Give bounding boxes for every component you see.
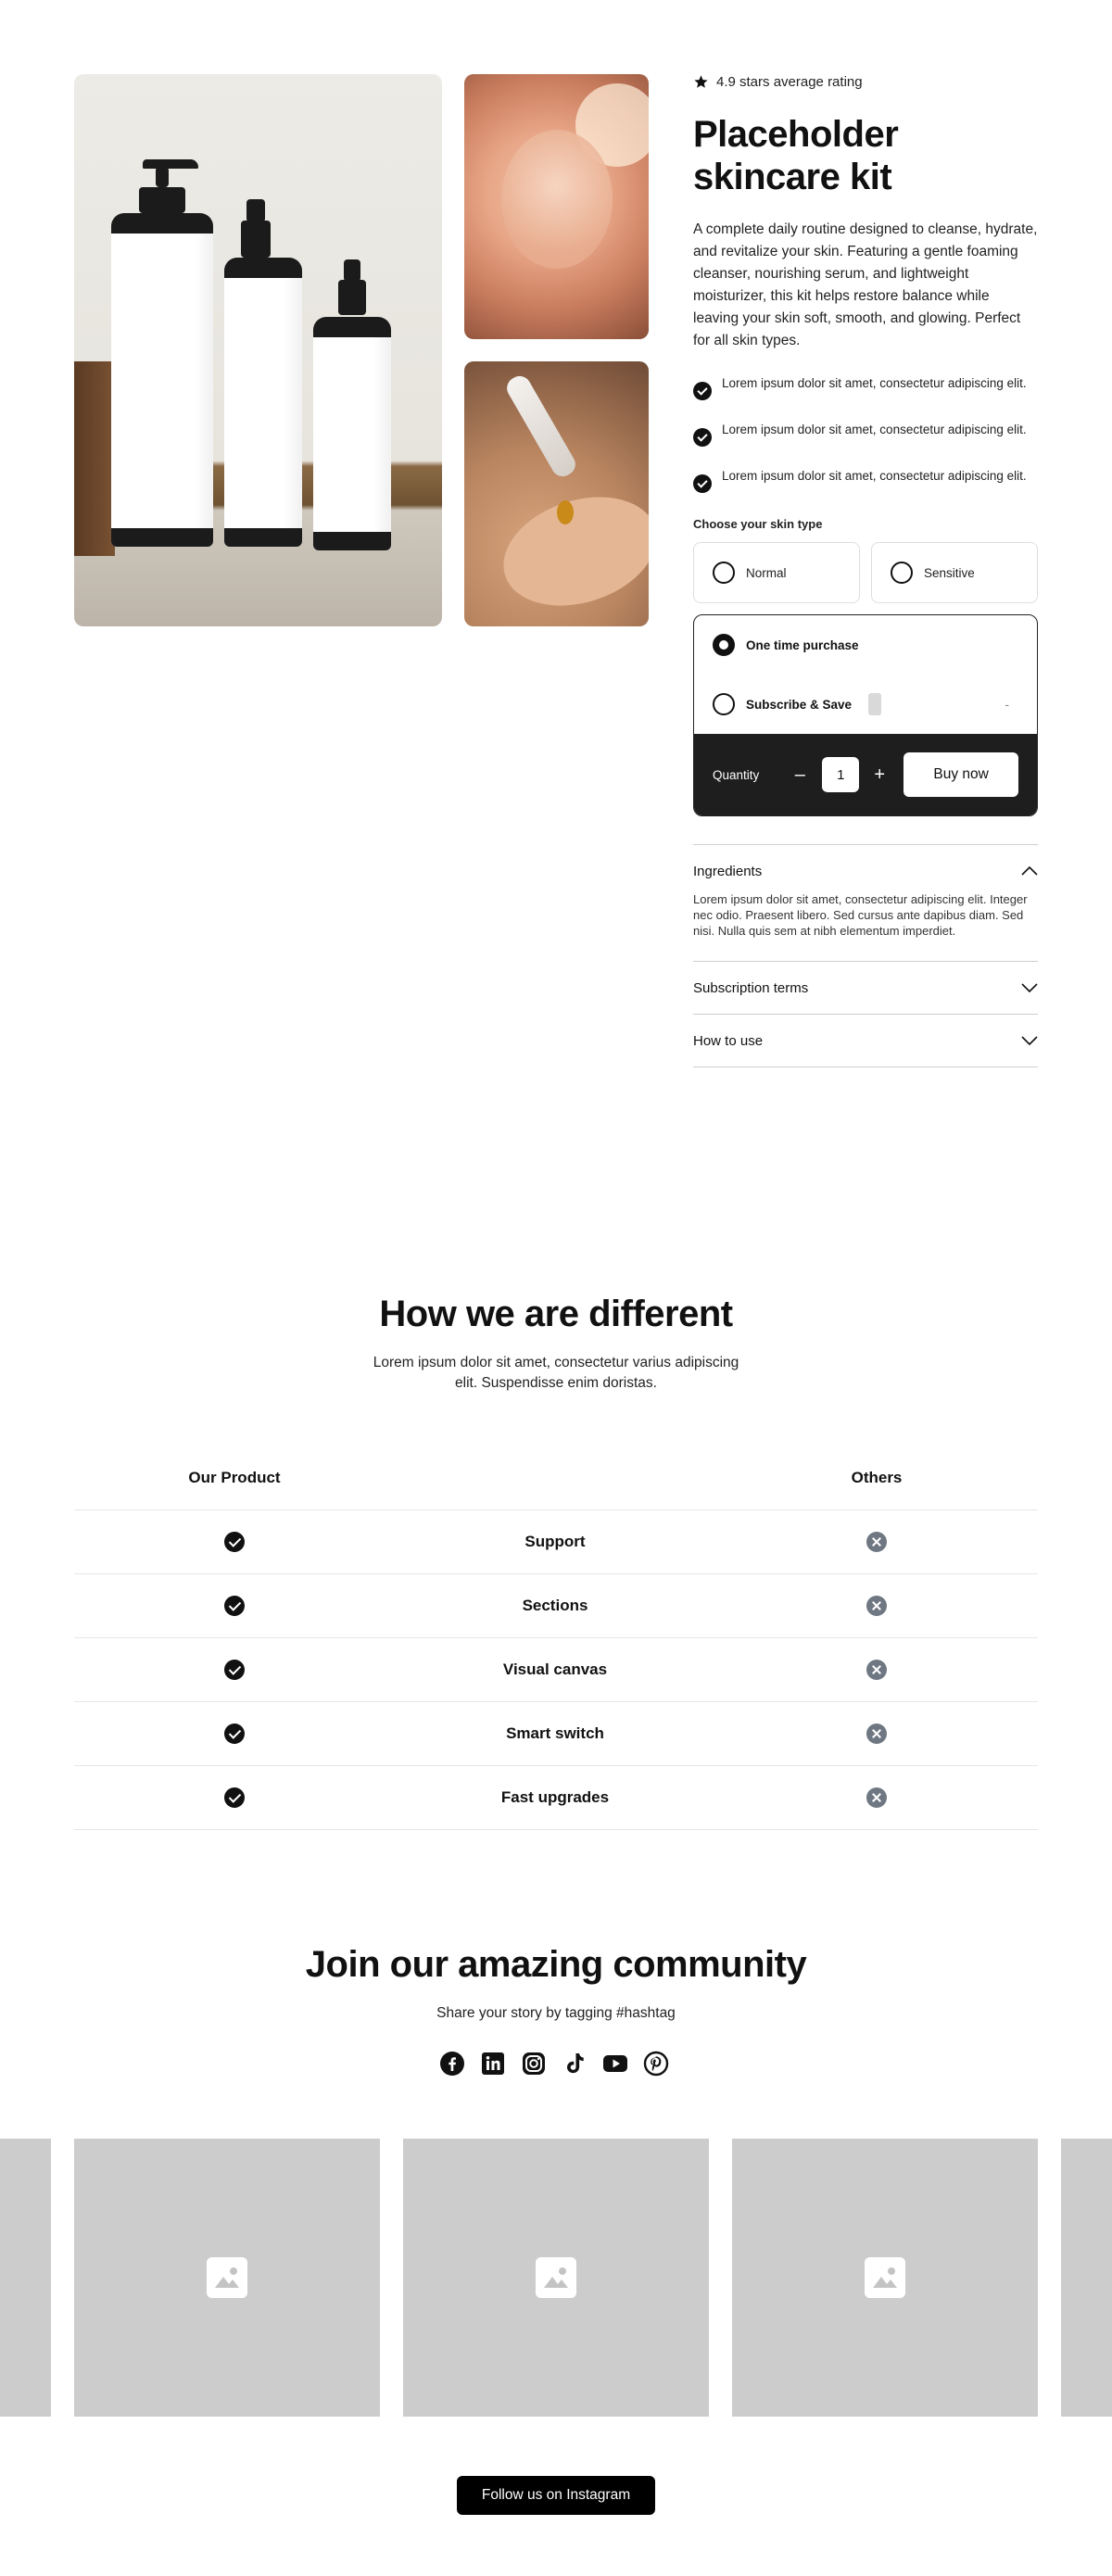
community-gallery-tile[interactable] [403, 2139, 709, 2417]
facebook-icon[interactable] [439, 2051, 465, 2077]
spray-head-small [344, 259, 360, 282]
accordion-item-how-to-use [693, 1015, 1038, 1067]
quantity-increase-button[interactable]: + [874, 764, 886, 785]
feature-text: Lorem ipsum dolor sit amet, consectetur adipiscing elit. [722, 423, 1027, 436]
skin-option-sensitive[interactable] [871, 542, 1038, 603]
check-circle-icon [224, 1596, 245, 1616]
image-placeholder-icon [865, 2257, 905, 2298]
skin-type-label: Choose your skin type [693, 517, 823, 531]
x-circle-icon [866, 1724, 887, 1744]
section-subtitle: Lorem ipsum dolor sit amet, consectetur varius adipiscing elit. Suspendisse enim doristas. [373, 1355, 739, 1391]
check-circle-icon [224, 1660, 245, 1680]
comparison-row [74, 1574, 1038, 1638]
comparison-row [74, 1702, 1038, 1766]
comparison-row [74, 1638, 1038, 1702]
feature-name: Support [524, 1533, 586, 1550]
skin-type-options [693, 542, 1038, 603]
column-others: Others [851, 1468, 903, 1486]
accordion-title: How to use [693, 1032, 764, 1049]
x-circle-icon [866, 1787, 887, 1808]
youtube-icon[interactable] [602, 2051, 628, 2077]
chevron-down-icon [1021, 983, 1038, 992]
accordion-header[interactable] [693, 1015, 1038, 1067]
community-subtitle: Share your story by tagging #hashtag [436, 2005, 676, 2021]
comparison-header [74, 1446, 1038, 1510]
subscribe-value: - [1005, 697, 1009, 712]
feature-text: Lorem ipsum dolor sit amet, consectetur adipiscing elit. [722, 469, 1027, 483]
radio-icon [713, 562, 735, 584]
pump-bottle [111, 213, 213, 547]
section-title: How we are different [379, 1294, 733, 1334]
check-icon [693, 382, 712, 400]
skin-option-label: Normal [746, 565, 787, 580]
chevron-down-icon [1021, 1036, 1038, 1045]
purchase-option-subscribe[interactable] [694, 675, 1037, 734]
spray-collar [241, 221, 271, 258]
check-circle-icon [224, 1724, 245, 1744]
check-circle-icon [224, 1532, 245, 1552]
product-info [693, 72, 1038, 1067]
radio-icon [891, 562, 913, 584]
tiktok-icon[interactable] [562, 2051, 588, 2077]
accordion-title: Subscription terms [693, 979, 809, 996]
product-title: Placeholder skincare kit [693, 114, 899, 197]
feature-name: Visual canvas [502, 1661, 608, 1678]
check-icon [693, 428, 712, 447]
pump-stem [156, 167, 169, 187]
accordion-header[interactable] [693, 962, 1038, 1014]
pump-head [143, 159, 198, 169]
product-description: A complete daily routine designed to cleanse, hydrate, and revitalize your skin. Featuring a gentle foaming cleanser, nourishing serum, and lightweight moisturizer, this kit helps restore balance while leaving your skin soft, smooth, and glowing. Perfect for all skin types. [693, 221, 1038, 348]
buy-now-button[interactable]: Buy now [904, 752, 1018, 797]
follow-instagram-button[interactable]: Follow us on Instagram [457, 2476, 655, 2515]
chevron-up-icon [1021, 866, 1038, 876]
feature-name: Fast upgrades [500, 1788, 610, 1806]
linkedin-icon[interactable] [480, 2051, 506, 2077]
community-gallery-tile[interactable] [732, 2139, 1038, 2417]
feature-item [693, 374, 1038, 400]
x-circle-icon [866, 1596, 887, 1616]
comparison-row [74, 1510, 1038, 1574]
instagram-icon[interactable] [521, 2051, 547, 2077]
image-placeholder-icon [536, 2257, 576, 2298]
feature-item [693, 421, 1038, 447]
quantity-input[interactable]: 1 [822, 757, 859, 792]
purchase-option-one-time[interactable] [694, 615, 1037, 675]
product-accordion [693, 844, 1038, 1067]
subscribe-frequency-swatch[interactable] [868, 693, 881, 715]
pump-collar [139, 187, 185, 213]
spray-head [246, 199, 265, 222]
buy-bar [694, 734, 1037, 815]
check-icon [693, 474, 712, 493]
feature-list [693, 374, 1038, 493]
spray-bottle [224, 258, 302, 547]
accordion-item-ingredients [693, 845, 1038, 962]
accordion-content: Lorem ipsum dolor sit amet, consectetur adipiscing elit. Integer nec odio. Praesent libero. Sed cursus ante dapibus diam. Sed nisi. Nulla quis sem at nibh elementum imperdiet. [693, 892, 1028, 938]
comparison-row [74, 1766, 1038, 1830]
x-circle-icon [866, 1532, 887, 1552]
feature-item [693, 467, 1038, 493]
gallery-tile-edge-right[interactable] [1061, 2139, 1112, 2417]
product-main-image[interactable] [74, 74, 442, 626]
quantity-label: Quantity [713, 767, 760, 782]
star-icon [693, 74, 709, 90]
skin-option-normal[interactable] [693, 542, 860, 603]
spray-collar-small [338, 280, 366, 315]
radio-selected-icon [713, 634, 735, 656]
accordion-header[interactable] [693, 845, 1038, 897]
accordion-item-subscription [693, 962, 1038, 1015]
pinterest-icon[interactable] [643, 2051, 669, 2077]
shelf-shadow [74, 361, 115, 556]
x-circle-icon [866, 1660, 887, 1680]
feature-text: Lorem ipsum dolor sit amet, consectetur adipiscing elit. [722, 376, 1027, 390]
radio-icon [713, 693, 735, 715]
spray-bottle-small [313, 317, 391, 550]
image-placeholder-icon [207, 2257, 247, 2298]
feature-name: Sections [522, 1597, 588, 1614]
social-links [439, 2051, 669, 2077]
check-circle-icon [224, 1787, 245, 1808]
rating-text: 4.9 stars average rating [716, 73, 863, 90]
comparison-table [74, 1446, 1038, 1830]
model-face-image[interactable] [464, 74, 649, 339]
feature-name: Smart switch [506, 1724, 604, 1742]
quantity-decrease-button[interactable]: – [794, 764, 805, 785]
serum-dropper-image[interactable] [464, 361, 649, 626]
community-title: Join our amazing community [305, 1944, 807, 1985]
purchase-option-label: One time purchase [746, 638, 859, 652]
column-our-product: Our Product [188, 1468, 281, 1486]
purchase-panel [693, 614, 1038, 816]
rating [693, 72, 1038, 91]
accordion-title: Ingredients [693, 863, 763, 879]
skin-option-label: Sensitive [924, 565, 975, 580]
community-gallery-tile[interactable] [74, 2139, 380, 2417]
gallery-tile-edge-left[interactable] [0, 2139, 51, 2417]
purchase-option-label: Subscribe & Save [746, 697, 853, 712]
